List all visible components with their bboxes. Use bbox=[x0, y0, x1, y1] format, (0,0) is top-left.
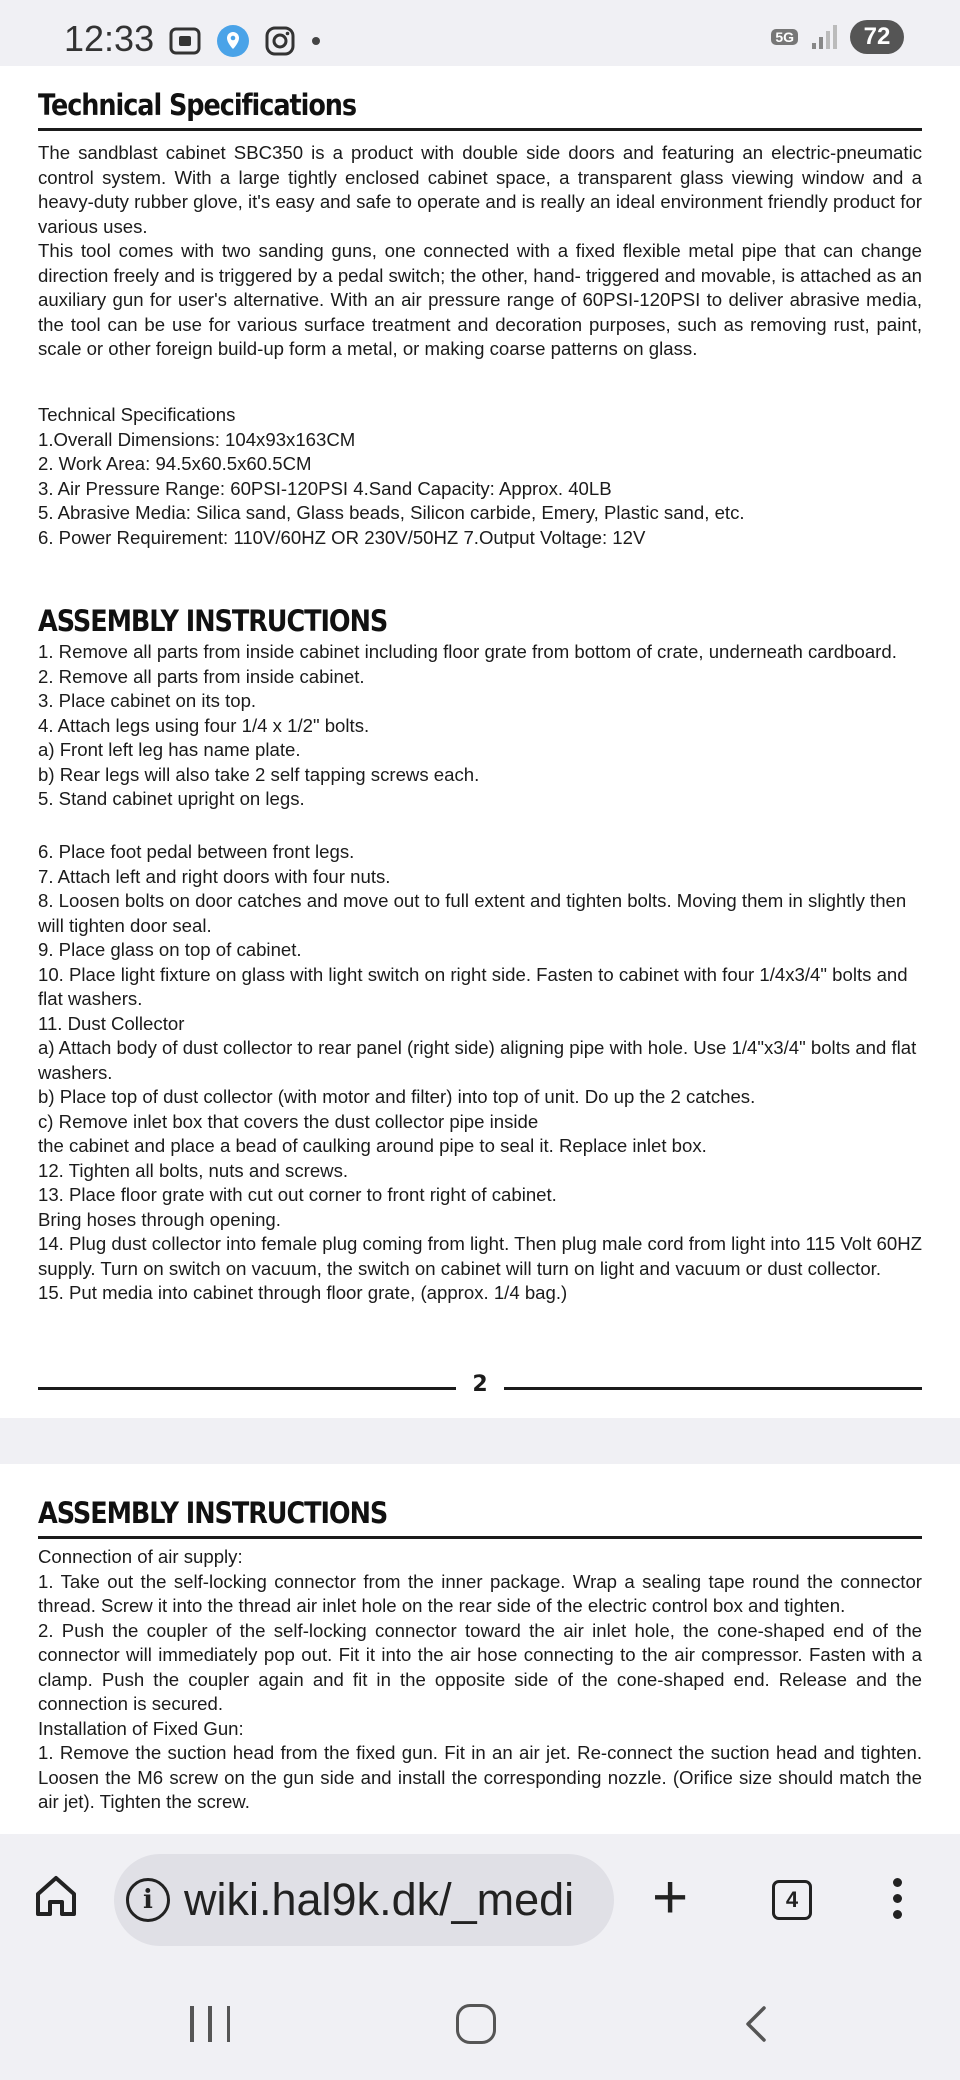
instruction-line: 1. Remove the suction head from the fixed gun. Fit in an air jet. Re-connect the suction head and tighten. Loosen the M6 screw on the gun side and install the corresponding nozzle. (Orifice size should match the air jet). Tighten the screw. bbox=[38, 1742, 922, 1812]
network-type: 5G bbox=[771, 29, 798, 45]
instruction-line: Installation of Fixed Gun: bbox=[38, 1717, 244, 1739]
air-supply-section bbox=[38, 1496, 922, 1815]
page-number-row bbox=[38, 1372, 922, 1402]
instruction-line: 1. Take out the self-locking connector from the inner package. Wrap a sealing tape round the connector thread. Screw it into the thread air inlet hole on the rear side of the electric control box and tighten. bbox=[38, 1570, 922, 1616]
status-bar bbox=[0, 0, 960, 66]
step-item: 2. Remove all parts from inside cabinet. bbox=[38, 665, 365, 687]
step-item: 8. Loosen bolts on door catches and move out to full extent and tighten bolts. Moving them in slightly then will tighten door seal. bbox=[38, 890, 907, 936]
heading-rule bbox=[38, 128, 922, 131]
step-item: b) Rear legs will also take 2 self tapping screws each. bbox=[38, 763, 480, 785]
step-item: Bring hoses through opening. bbox=[38, 1208, 281, 1230]
intro-paragraph-1: The sandblast cabinet SBC350 is a product with double side doors and featuring an electric-pneumatic control system. With a large tightly enclosed cabinet space, a transparent glass viewing window and a heavy-duty rubber glove, it's easy and safe to operate and is really an ideal environment friendly product for various uses. bbox=[38, 142, 922, 237]
assembly-steps-continued bbox=[38, 840, 922, 1306]
step-item: 1. Remove all parts from inside cabinet including floor grate from bottom of crate, underneath cardboard. bbox=[38, 641, 897, 662]
step-item: b) Place top of dust collector (with motor and filter) into top of unit. Do up the 2 catches. bbox=[38, 1086, 756, 1107]
assembly-heading-2: ASSEMBLY INSTRUCTIONS bbox=[38, 1496, 388, 1530]
intro-paragraph-2: This tool comes with two sanding guns, one connected with a fixed flexible metal pipe that can change direction freely and is triggered by a pedal switch; the other, hand- triggered and movable, is attached as an auxiliary gun for user's alternative. With an air pressure range of 60PSI-120PSI to deliver abrasive media, the tool can be use for various surface treatment and decoration purposes, such as removing rust, paint, scale or other foreign build-up form a metal, or making coarse patterns on glass. bbox=[38, 240, 922, 359]
tab-switcher-button[interactable]: 4 bbox=[772, 1880, 812, 1920]
site-info-icon[interactable]: i bbox=[126, 1878, 170, 1922]
instagram-icon bbox=[264, 25, 296, 57]
step-item: 10. Place light fixture on glass with light switch on right side. Fasten to cabinet with four 1/4x3/4" bolts and flat washers. bbox=[38, 963, 908, 1009]
tech-spec-section bbox=[38, 88, 922, 362]
spec-list-title: Technical Specifications bbox=[38, 404, 236, 425]
status-time: 12:33 bbox=[64, 18, 155, 59]
spec-item: 3. Air Pressure Range: 60PSI-120PSI 4.Sand Capacity: Approx. 40LB bbox=[38, 477, 612, 499]
new-tab-button[interactable]: + bbox=[652, 1863, 689, 1932]
step-item: 9. Place glass on top of cabinet. bbox=[38, 939, 302, 960]
browser-toolbar bbox=[0, 1834, 960, 1968]
step-item: the cabinet and place a bead of caulking around pipe to seal it. Replace inlet box. bbox=[38, 1135, 707, 1156]
battery-level: 72 bbox=[850, 20, 904, 54]
page-number: 2 bbox=[472, 1372, 488, 1397]
step-item: 14. Plug dust collector into female plug coming from light. Then plug male cord from light into 115 Volt 60HZ supply. Turn on switch on vacuum, the switch on cabinet will turn on light and vacuum or dust collector. bbox=[38, 1233, 923, 1279]
instruction-line: Connection of air supply: bbox=[38, 1546, 243, 1567]
step-item: 3. Place cabinet on its top. bbox=[38, 690, 257, 711]
system-status bbox=[771, 20, 904, 54]
step-item: a) Attach body of dust collector to rear panel (right side) aligning pipe with hole. Use 1/4"x3/4" bolts and flat washers. bbox=[38, 1037, 917, 1083]
url-text[interactable]: wiki.hal9k.dk/_medi bbox=[184, 1874, 575, 1925]
step-item: a) Front left leg has name plate. bbox=[38, 739, 301, 760]
spec-item: 5. Abrasive Media: Silica sand, Glass beads, Silicon carbide, Emery, Plastic sand, etc. bbox=[38, 502, 745, 523]
back-icon[interactable] bbox=[736, 2004, 776, 2044]
notification-icons bbox=[168, 24, 322, 58]
instruction-line: 2. Push the coupler of the self-locking connector toward the air inlet hole, the cone-shaped end of the connector will immediately pop out. Fit it into the air hose connecting to the air compressor. Fasten with a clamp. Push the coupler again and fit in the opposite side of the cone-shaped end. Release and the connection is secured. bbox=[38, 1619, 922, 1714]
system-nav-bar bbox=[0, 1968, 960, 2080]
screenshot-icon bbox=[168, 26, 202, 56]
step-item: c) Remove inlet box that covers the dust collector pipe inside bbox=[38, 1110, 539, 1132]
location-icon bbox=[216, 24, 250, 58]
spec-list bbox=[38, 403, 922, 550]
step-item: 15. Put media into cabinet through floor grate, (approx. 1/4 bag.) bbox=[38, 1282, 568, 1303]
step-item: 4. Attach legs using four 1/4 x 1/2" bolts. bbox=[38, 714, 370, 736]
document-page-1 bbox=[0, 66, 960, 1418]
step-item: 12. Tighten all bolts, nuts and screws. bbox=[38, 1159, 349, 1181]
recent-apps-icon[interactable] bbox=[190, 2006, 230, 2042]
assembly-heading: ASSEMBLY INSTRUCTIONS bbox=[38, 604, 388, 638]
more-menu-icon[interactable] bbox=[890, 1878, 904, 1926]
home-icon[interactable] bbox=[32, 1872, 80, 1920]
step-item: 5. Stand cabinet upright on legs. bbox=[38, 788, 305, 809]
spec-item: 2. Work Area: 94.5x60.5x60.5CM bbox=[38, 453, 312, 474]
address-bar[interactable] bbox=[114, 1854, 614, 1946]
step-item: 7. Attach left and right doors with four nuts. bbox=[38, 865, 391, 887]
step-item: 13. Place floor grate with cut out corner to front right of cabinet. bbox=[38, 1184, 557, 1205]
assembly-section bbox=[38, 604, 922, 812]
dot-icon bbox=[310, 35, 322, 47]
step-item: 11. Dust Collector bbox=[38, 1012, 185, 1034]
step-item: 6. Place foot pedal between front legs. bbox=[38, 841, 355, 862]
signal-icon bbox=[810, 23, 838, 51]
nav-home-icon[interactable] bbox=[456, 2004, 496, 2044]
tech-spec-heading: Technical Specifications bbox=[38, 88, 357, 122]
document-page-2 bbox=[0, 1464, 960, 1834]
heading-rule-2 bbox=[38, 1536, 922, 1539]
spec-item: 1.Overall Dimensions: 104x93x163CM bbox=[38, 428, 356, 450]
spec-item: 6. Power Requirement: 110V/60HZ OR 230V/50HZ 7.Output Voltage: 12V bbox=[38, 526, 646, 548]
